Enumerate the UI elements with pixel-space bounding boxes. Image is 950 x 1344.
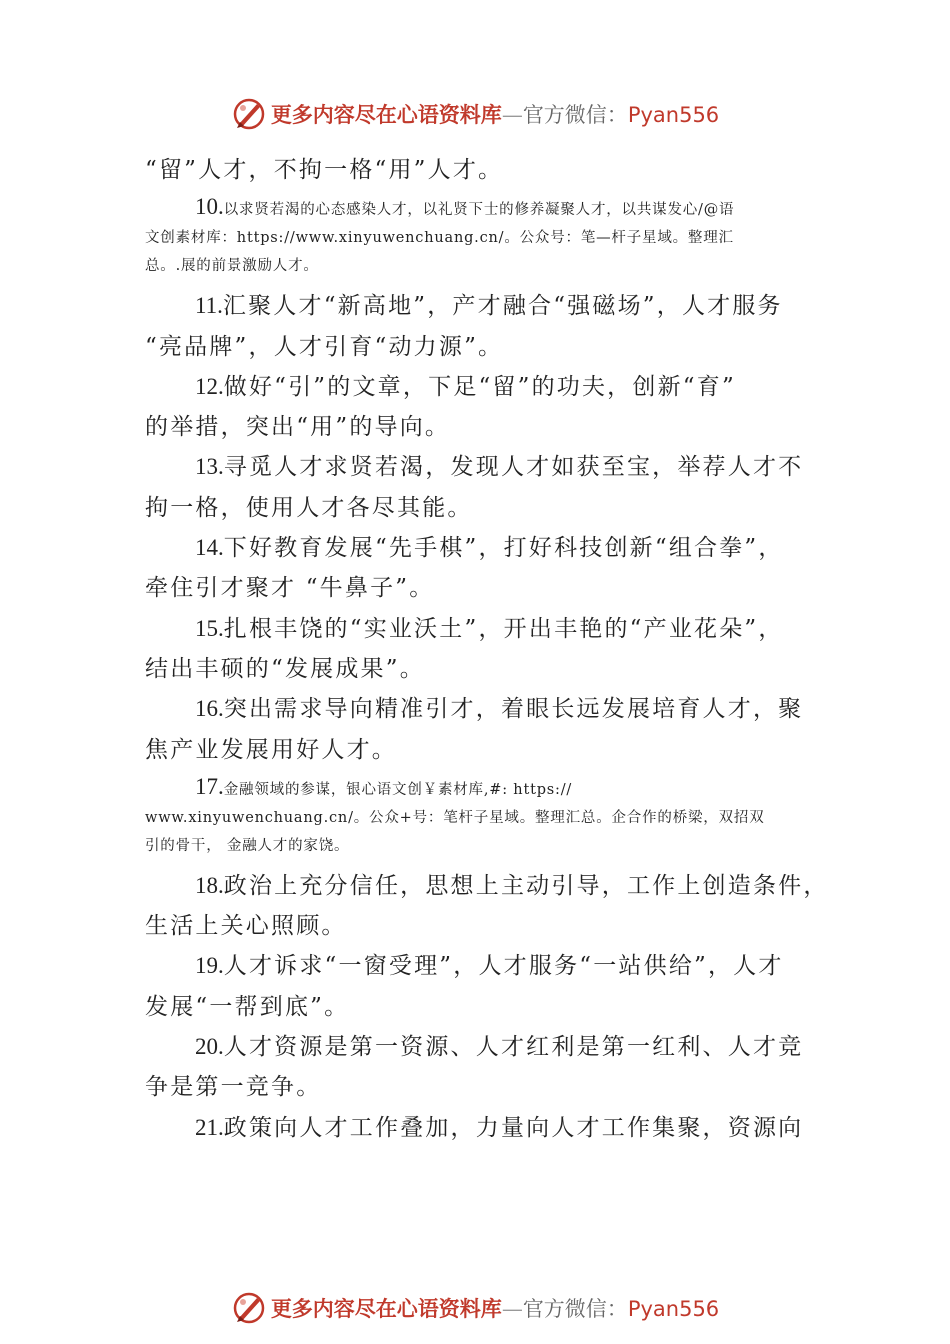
paragraph-line — [145, 407, 805, 447]
line-text: 突出需求导向精准引才，着眼长远发展培育人才，聚 — [223, 696, 804, 723]
line-text: 扎根丰饶的“实业沃土”，开出丰艳的“产业花朵”， — [223, 615, 784, 642]
line-text: 人才诉求“一窗受理”，人才服务“一站供给”，人才 — [223, 953, 784, 980]
paragraph-line — [145, 190, 805, 224]
line-text: 结出丰硕的“发展成果”。 — [145, 655, 425, 682]
line-text: 牵住引才聚才 “牛鼻子”。 — [145, 575, 435, 602]
pen-logo-icon — [231, 1290, 267, 1326]
line-text: 焦产业发展用好人才。 — [145, 736, 397, 763]
item-number: 15. — [195, 615, 224, 641]
paragraph-line — [145, 528, 805, 568]
paragraph-line — [145, 906, 805, 946]
line-text: www.xinyuwenchuang.cn/。公众+号：笔杆子星域。整理汇总。企合作的桥梁，双招双 — [145, 809, 765, 826]
banner-text — [271, 99, 719, 129]
line-text: 汇聚人才“新高地”，产才融合“强磁场”，人才服务 — [222, 293, 783, 320]
paragraph-line — [145, 987, 805, 1027]
item-number: 19. — [195, 953, 224, 979]
document-body — [145, 150, 829, 1148]
paragraph-line — [145, 568, 805, 608]
line-text: 下好教育发展“先手棋”，打好科技创新“组合拳”， — [223, 535, 784, 562]
paragraph-line — [145, 224, 805, 252]
pen-logo-icon — [231, 96, 267, 132]
line-text: “亮品牌”，人才引育“动力源”。 — [145, 333, 504, 360]
item-number: 18. — [195, 872, 224, 898]
paragraph-line — [145, 367, 805, 407]
paragraph-line — [145, 1108, 805, 1148]
line-text: 发展“一帮到底”。 — [145, 993, 350, 1020]
paragraph-line — [145, 488, 805, 528]
paragraph-line — [145, 770, 805, 804]
paragraph-line — [145, 866, 829, 906]
paragraph-line — [145, 832, 805, 860]
line-text: 拘一格，使用人才各尽其能。 — [145, 494, 473, 521]
line-text: 引的骨干， 金融人才的家饶。 — [145, 837, 350, 854]
banner-separator: — — [501, 1297, 523, 1321]
paragraph-line — [145, 447, 805, 487]
item-number: 21. — [195, 1114, 224, 1140]
paragraph-line — [145, 150, 805, 190]
banner-site-text: 更多内容尽在心语资料库 — [270, 102, 502, 127]
paragraph-line — [145, 1027, 805, 1067]
item-number: 20. — [195, 1034, 224, 1060]
line-text: 争是第一竞争。 — [145, 1074, 322, 1101]
line-text: “留”人才，不拘一格“用”人才。 — [145, 157, 504, 183]
line-text: 做好“引”的文章，下足“留”的功夫，创新“育” — [223, 373, 736, 400]
paragraph-line — [145, 804, 805, 832]
banner-wechat-label: 官方微信： — [522, 103, 628, 127]
paragraph-line — [145, 252, 805, 280]
item-number: 11. — [195, 293, 223, 319]
item-number: 12. — [195, 373, 224, 399]
item-number: 16. — [195, 696, 224, 722]
paragraph-line — [145, 689, 805, 729]
line-text: 寻觅人才求贤若渴，发现人才如获至宝，举荐人才不 — [223, 454, 804, 481]
line-text: 总。.展的前景激励人才。 — [145, 258, 319, 275]
line-text: 政治上充分信任，思想上主动引导，工作上创造条件， — [223, 872, 829, 899]
item-number: 17. — [195, 773, 224, 799]
banner-wechat-id: Pyan556 — [627, 103, 720, 127]
line-text: 生活上关心照顾。 — [145, 913, 347, 940]
paragraph-line — [145, 946, 805, 986]
header-watermark-banner — [0, 94, 950, 134]
line-text: 的举措，突出“用”的导向。 — [145, 414, 451, 441]
line-text: 人才资源是第一资源、人才红利是第一红利、人才竞 — [223, 1034, 804, 1061]
paragraph-line — [145, 327, 805, 367]
line-text: 文创素材库：https://www.xinyuwenchuang.cn/。公众号：笔—杆子星域。整理汇 — [145, 230, 734, 247]
item-number: 14. — [195, 535, 224, 561]
banner-wechat-id: Pyan556 — [627, 1297, 720, 1321]
paragraph-line — [145, 1067, 805, 1107]
paragraph-line — [145, 649, 805, 689]
banner-separator: — — [501, 103, 523, 127]
banner-text — [271, 1293, 719, 1323]
paragraph-line — [145, 730, 805, 770]
banner-site-text: 更多内容尽在心语资料库 — [270, 1296, 502, 1321]
paragraph-line — [145, 609, 805, 649]
line-text: 金融领域的参谋，银心语文创￥素材库,#: https:// — [223, 781, 573, 798]
paragraph-line — [145, 286, 805, 326]
banner-wechat-label: 官方微信： — [522, 1297, 628, 1321]
line-text: 政策向人才工作叠加，力量向人才工作集聚，资源向 — [223, 1114, 804, 1141]
line-text: 以求贤若渴的心态感染人才，以礼贤下士的修养凝聚人才，以共谋发心/@语 — [223, 202, 735, 219]
item-number: 10. — [195, 194, 224, 220]
footer-watermark-banner — [0, 1288, 950, 1328]
item-number: 13. — [195, 454, 224, 480]
